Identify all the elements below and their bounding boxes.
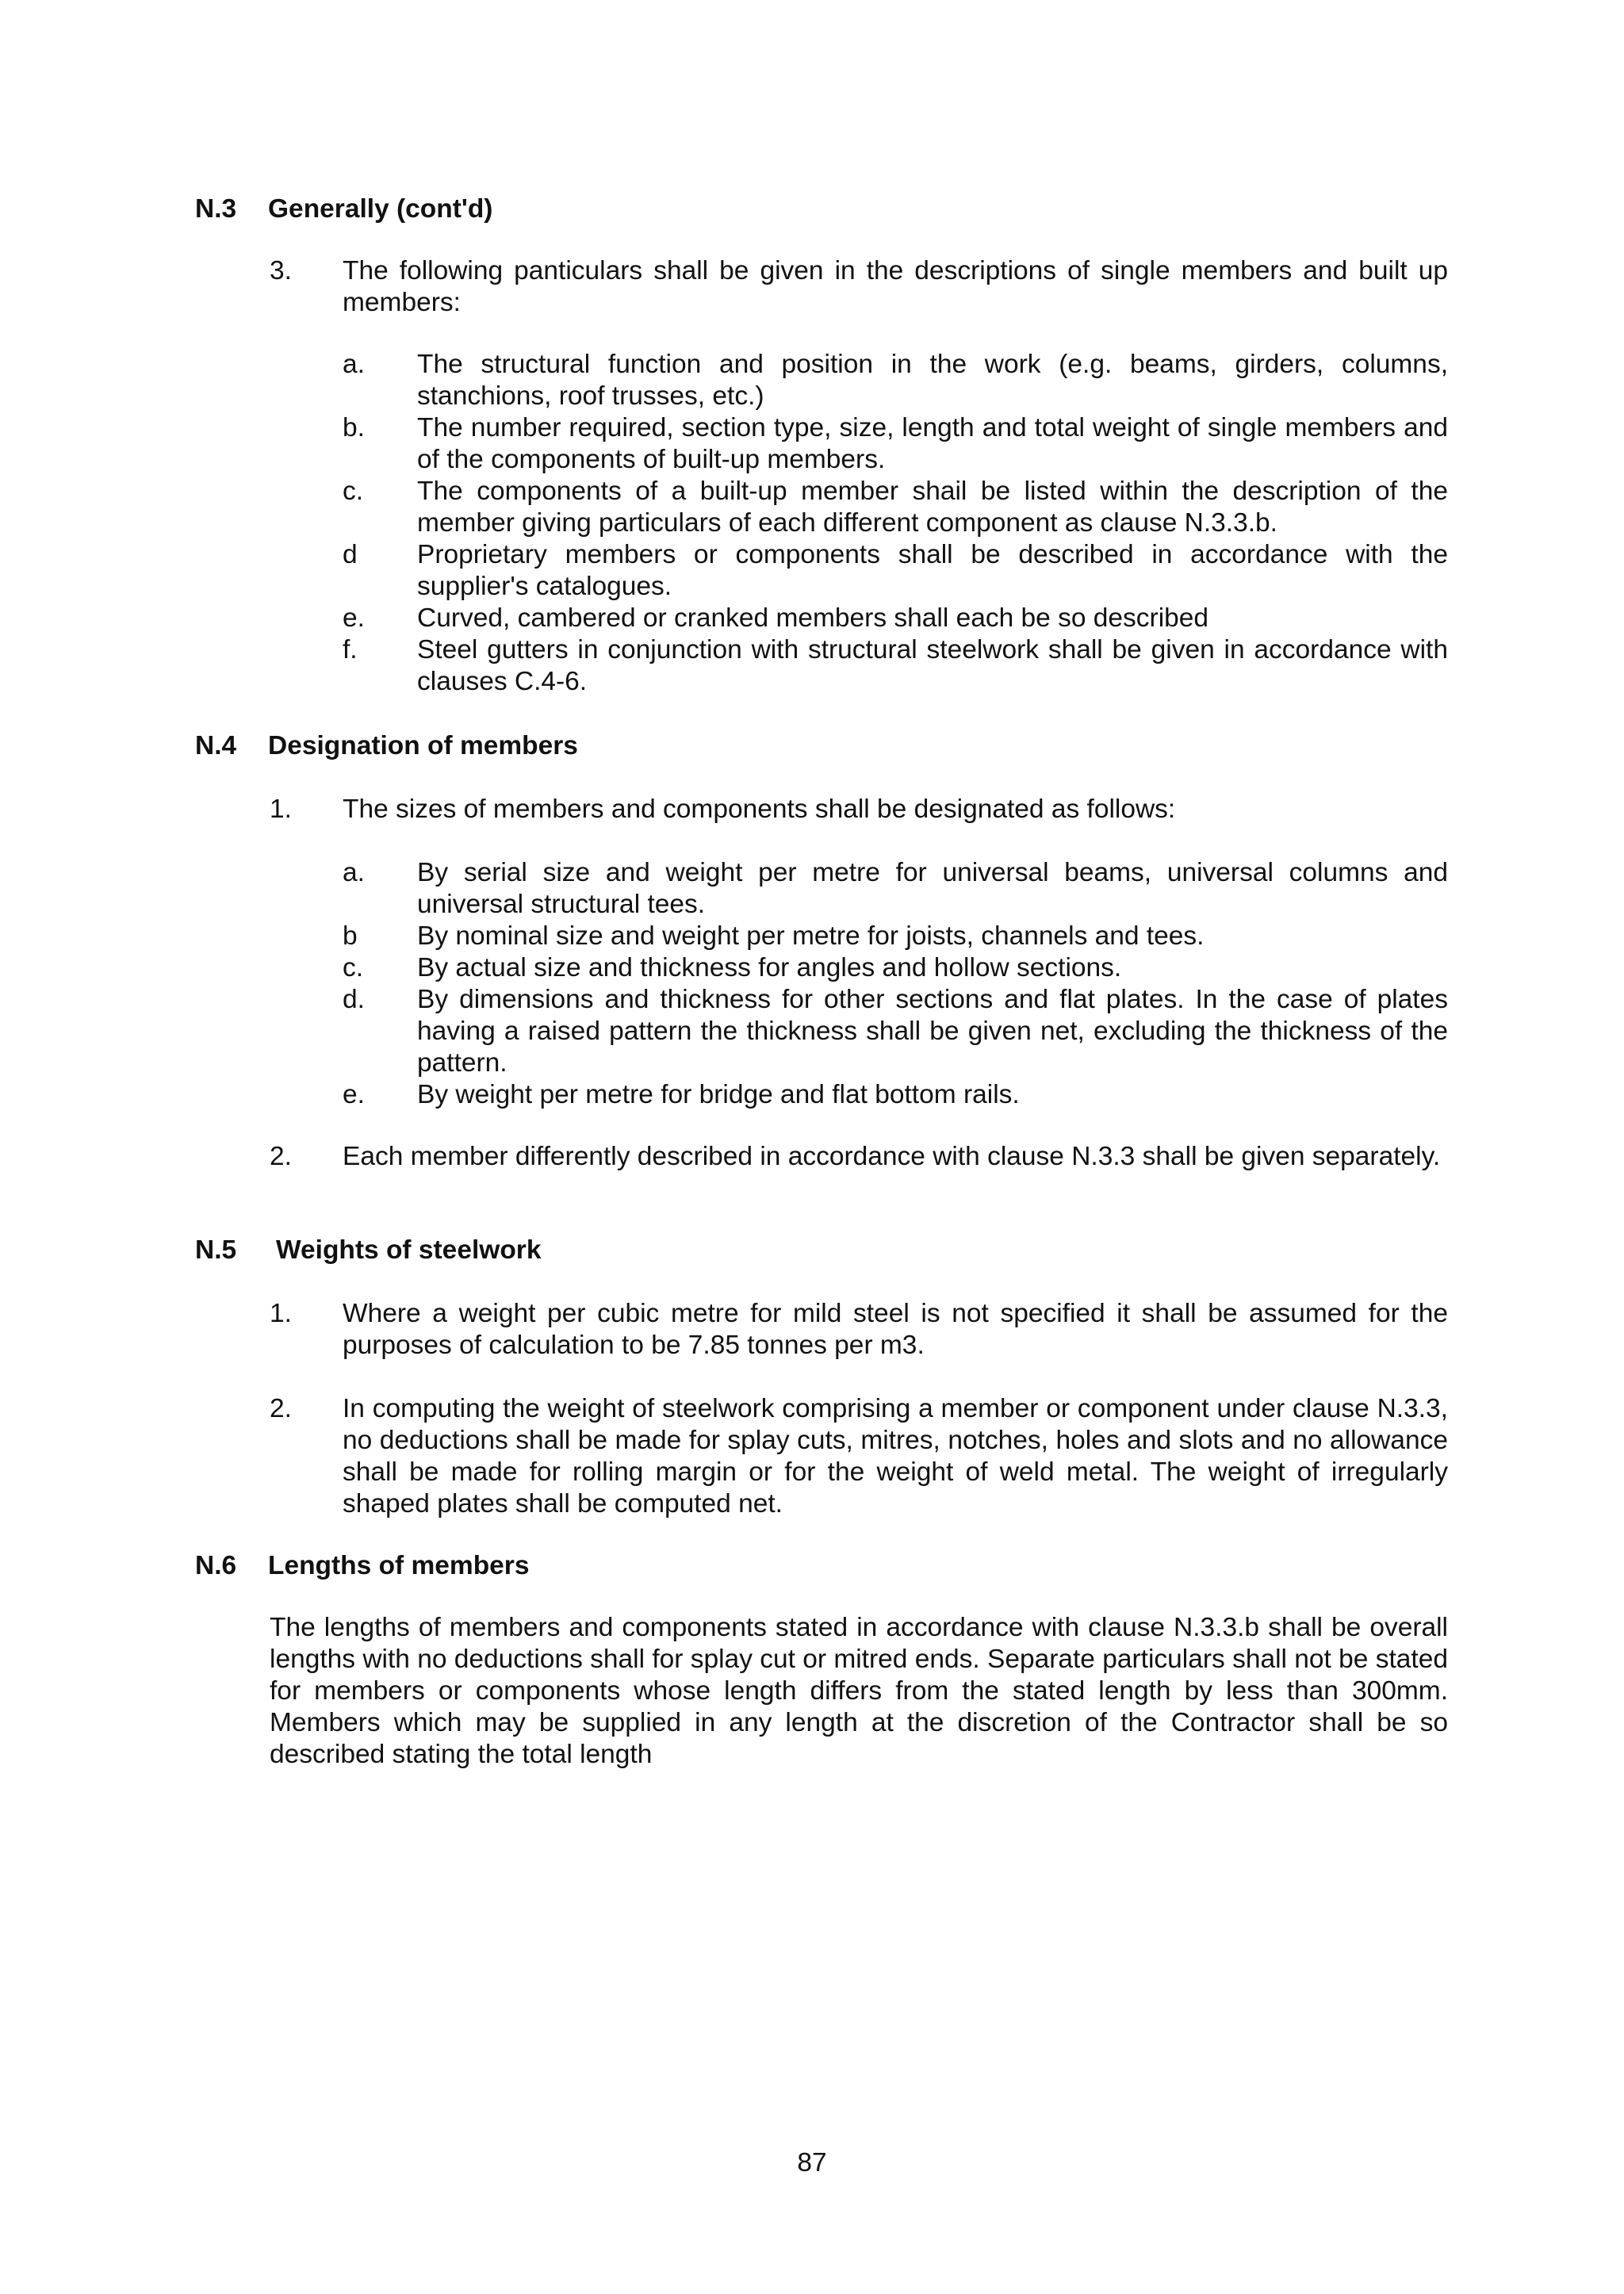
- section-n4: [195, 730, 1448, 1173]
- list-item-text: By weight per metre for bridge and flat bottom rails.: [417, 1080, 1020, 1109]
- section-number: N.4: [195, 731, 237, 760]
- list-item-text: Proprietary members or components shall be described in accordance with the supplier's catalogues.: [417, 540, 1448, 601]
- paragraph-number: 1.: [270, 1299, 292, 1328]
- section-title: Weights of steelwork: [276, 1235, 542, 1265]
- list-item-text: Steel gutters in conjunction with structural steelwork shall be given in accordance with clauses C.4-6.: [417, 635, 1448, 696]
- list-item-text: By dimensions and thickness for other sections and flat plates. In the case of plates having a raised pattern the thickness shall be given net, excluding the thickness of the pattern.: [417, 985, 1448, 1078]
- list-item-label: c.: [343, 953, 364, 982]
- list-item-text: The structural function and position in the work (e.g. beams, girders, columns, stanchions, roof trusses, etc.): [417, 350, 1448, 411]
- paragraph: [270, 1141, 1448, 1173]
- paragraph-text: The following panticulars shall be given in the descriptions of single members and built up members:: [343, 256, 1448, 317]
- list-item: [343, 349, 1448, 412]
- list-item: [343, 634, 1448, 698]
- list-item-text: By serial size and weight per metre for universal beams, universal columns and universal structural tees.: [417, 858, 1448, 919]
- list-item-label: e.: [343, 603, 365, 633]
- list-item: [343, 952, 1448, 984]
- list-item-text: By nominal size and weight per metre for joists, channels and tees.: [417, 921, 1205, 951]
- list-item-label: c.: [343, 477, 364, 506]
- list-item: [343, 603, 1448, 634]
- list-item: [343, 539, 1448, 603]
- section-title: Lengths of members: [268, 1551, 530, 1580]
- list-item: [343, 984, 1448, 1079]
- section-number: N.5: [195, 1235, 237, 1265]
- list-item-text: Curved, cambered or cranked members shall each be so described: [417, 603, 1209, 633]
- section-title: Designation of members: [268, 731, 578, 760]
- sub-list: [195, 857, 1448, 1111]
- section-title: Generally (cont'd): [268, 194, 493, 224]
- paragraph-number: 2.: [270, 1394, 292, 1423]
- list-item-label: b.: [343, 413, 365, 442]
- paragraph-number: 3.: [270, 256, 292, 285]
- list-item: [343, 857, 1448, 921]
- section-n5: [195, 1235, 1448, 1520]
- paragraph-text: The lengths of members and components stated in accordance with clause N.3.3.b shall be overall lengths with no deductions shall for splay cut or mitred ends. Separate particulars shall not be stated for members or components whose length differs from the stated length by less than 300mm. Members which may be supplied in any length at the discretion of the Contractor shall be so described stating the total length: [270, 1613, 1448, 1769]
- list-item: [343, 921, 1448, 952]
- list-item-label: a.: [343, 858, 365, 887]
- sub-list: [195, 349, 1448, 698]
- page-number: 87: [797, 2148, 827, 2177]
- list-item-label: a.: [343, 350, 365, 379]
- list-item-label: e.: [343, 1080, 365, 1109]
- section-number: N.6: [195, 1551, 237, 1580]
- list-item-label: b: [343, 921, 358, 951]
- section-heading: [195, 1235, 1448, 1266]
- paragraph: [270, 794, 1448, 825]
- paragraph-number: 2.: [270, 1142, 292, 1171]
- list-item: [343, 412, 1448, 476]
- paragraph-text: In computing the weight of steelwork comprising a member or component under clause N.3.3, no deductions shall be made for splay cuts, mitres, notches, holes and slots and no allowance shall be made for rolling margin or for the weight of weld metal. The weight of irregularly shaped plates shall be computed net.: [343, 1394, 1448, 1518]
- list-item-label: d: [343, 540, 358, 569]
- section-number: N.3: [195, 194, 237, 224]
- paragraph-text: Where a weight per cubic metre for mild steel is not specified it shall be assumed for the purposes of calculation to be 7.85 tonnes per m3.: [343, 1299, 1448, 1360]
- paragraph-text: The sizes of members and components shall be designated as follows:: [343, 795, 1176, 824]
- section-n3: [195, 193, 1448, 698]
- list-item-text: By actual size and thickness for angles and hollow sections.: [417, 953, 1122, 982]
- paragraph: [270, 1393, 1448, 1520]
- section-n6: [195, 1550, 1448, 1771]
- section-heading: [195, 730, 1448, 762]
- list-item-label: d.: [343, 985, 365, 1014]
- section-heading: [195, 1550, 1448, 1582]
- list-item: [343, 476, 1448, 539]
- list-item-text: The number required, section type, size, length and total weight of single members and of the components of built-up members.: [417, 413, 1448, 474]
- list-item: [343, 1079, 1448, 1111]
- section-heading: [195, 193, 1448, 225]
- paragraph-text: Each member differently described in accordance with clause N.3.3 shall be given separately.: [343, 1142, 1441, 1171]
- paragraph: [270, 1298, 1448, 1361]
- list-item-text: The components of a built-up member shail be listed within the description of the member giving particulars of each different component as clause N.3.3.b.: [417, 477, 1448, 538]
- list-item-label: f.: [343, 635, 358, 664]
- paragraph: [270, 255, 1448, 319]
- paragraph-number: 1.: [270, 795, 292, 824]
